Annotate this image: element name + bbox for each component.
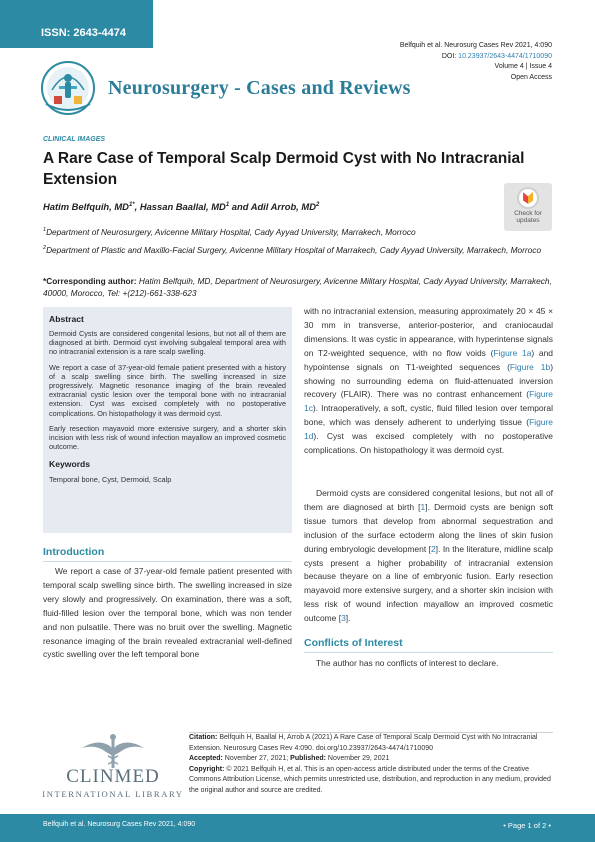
- case-continuation-paragraph: with no intracranial extension, measuring approximately 20 × 45 × 30 mm in transverse, anterior-posterior, and craniocaudal dimensions. It was cystic in appearance, with hyperintense signals on T2-weighted sequence, with no flow voids (Figure 1a) and hypointense signals on T1-weighted sequences (Figure 1b) showing no surrounding edema on fluid-attenuated inversion recovery (FLAIR). There was no contrast enhancement (Figure 1c). Intraoperatively, a soft, cystic, fluid filled lesion over temporal bone, which was densely adherent to underlying tissue (Figure 1d). Cyst was excised completely with no postoperative complications. On histopathology it was dermoid cyst.: [304, 306, 553, 456]
- citation-short: Belfquih et al. Neurosurg Cases Rev 2021, 4:090: [399, 42, 552, 49]
- corresponding-author: *Corresponding author: Hatim Belfquih, MD, Department of Neurosurgery, Avicenne Military Hospital, Cady Ayyad University, Marrakech, 40000, Morocco, Tel: +(212)-661-338-623: [43, 276, 552, 299]
- figure-1b-link[interactable]: Figure 1b: [509, 361, 551, 372]
- volume-issue: Volume 4 | Issue 4: [494, 63, 552, 71]
- figure-1a-link[interactable]: Figure 1a: [493, 347, 532, 358]
- issn-banner: [0, 0, 153, 48]
- figure-1d-link[interactable]: Figure 1d: [304, 417, 553, 442]
- journal-logo-icon: [40, 60, 96, 116]
- author-name: Hatim Belfquih, MD: [43, 201, 129, 212]
- footer-citation: Belfquih et al. Neurosurg Cases Rev 2021, 4:090: [43, 821, 196, 828]
- copyright-line: Copyright: © 2021 Belfquih H, et al. This is an open-access article distributed under the terms of the Creative Commons Attribution License, which permits unrestricted use, distribution, and reproduction in any medium, provided the original author and source are credited.: [189, 765, 551, 794]
- figure-1c-link[interactable]: Figure 1c: [304, 389, 553, 414]
- abstract-box: [43, 307, 292, 533]
- affiliation-item: $^1$Department of Neurosurgery, Avicenne Military Hospital, Cady Ayyad University, Marrakech, Morroco: [43, 226, 416, 237]
- abstract-paragraph: Early resection mayavoid more extensive surgery, and a shorter skin incision with less risk of wound infection mayallow an improved cosmetic outcome.: [49, 423, 286, 452]
- author-list: Hatim Belfquih, $MD^{1*}$, Hassan Baallal, $MD^1$ and Adil Arrob, $MD^2$: [43, 201, 320, 212]
- publisher-name: CLINMED: [66, 766, 160, 787]
- reference-3-link[interactable]: 3: [341, 613, 346, 624]
- abstract-heading: Abstract: [49, 314, 84, 324]
- abstract-paragraph: Dermoid Cysts are considered congenital lesions, but not all of them are diagnosed at birth. Dermoid cyst involving subgaleal temporal area with no intracranial extension is a rare scalp swelling.: [49, 329, 286, 357]
- citation-block: [189, 733, 553, 796]
- open-access-label: Open Access: [510, 73, 552, 81]
- abstract-paragraph: We report a case of 37-year-old female patient presented with a history of a scalp swelling since birth. The swelling increased in size progressively. Magnetic resonance imaging of the brain revealed extracranial cystic lesion over the temporal bone with no intracranial extension. Cyst was excised completely with no postoperative complications. On histopathology it was dermoid cyst.: [49, 362, 286, 418]
- doi-line: DOI: 10.23937/2643-4474/1710090: [441, 52, 552, 60]
- affiliation-item: $^2$Department of Plastic and Maxillo-Facial Surgery, Avicenne Military Hospital of Marrakech, Cady Ayyad University, Marrakech, Morroco: [43, 244, 542, 255]
- publisher-subtitle: INTERNATIONAL LIBRARY: [42, 789, 184, 799]
- discussion-paragraph: Dermoid cysts are considered congenital lesions, but not all of them are diagnosed at birth [1]. Dermoid cysts are benign soft tissue tumors that develop from abnormal sequestration and inclusion of the surface ectoderm along the lines of skin fusion during embryologic development [2]. In the literature, midline scalp cysts present a higher probability of intracranial extension because theyare on a line of embryonic fusion. Early resection mayavoid more extensive surgery, and a shorter skin incision with less risk of wound infection mayallow an improved cosmetic outcome [3].: [304, 488, 553, 624]
- reference-2-link[interactable]: 2: [430, 543, 436, 554]
- introduction-text: We report a case of 37-year-old female patient presented with temporal scalp swelling since birth. The swelling increased in size very slowly and progressively. On examination, there was a soft, fluid-filled lesion over the temporal bone, which was non tender and non pulsatile. There was no bruit over the swelling. Magnetic resonance imaging of the brain revealed extracranial well-defined cystic swelling over the left temporal bone: [43, 566, 292, 660]
- conflicts-heading: Conflicts of Interest: [304, 637, 553, 653]
- affiliations: [43, 224, 555, 260]
- article-title: A Rare Case of Temporal Scalp Dermoid Cyst with No Intracranial Extension: [43, 150, 525, 188]
- introduction-heading: Introduction: [43, 546, 292, 562]
- page-footer: [0, 814, 595, 842]
- journal-title: Neurosurgery - Cases and Reviews: [108, 77, 411, 99]
- conflicts-text: The author has no conflicts of interest to declare.: [316, 658, 499, 668]
- reference-1-link[interactable]: 1: [420, 501, 426, 512]
- section-label: CLINICAL IMAGES: [43, 136, 106, 143]
- check-for-updates-label: Check for updates: [514, 210, 542, 224]
- citation-line: Citation: Belfquih H, Baallal H, Arrob A (2021) A Rare Case of Temporal Scalp Dermoid Cyst with No Intracranial Extension. Neurosurg Cases Rev 4:090. doi.org/10.23937/2643-4474/1710090: [189, 734, 538, 752]
- doi-link[interactable]: 10.23937/2643-4474/1710090: [458, 52, 552, 60]
- author-name: Adil Arrob, MD: [250, 201, 316, 212]
- keywords-list: Temporal bone, Cyst, Dermoid, Scalp: [49, 475, 172, 485]
- keywords-heading: Keywords: [49, 459, 91, 470]
- dates-line: Accepted: November 27, 2021; Published: November 29, 2021: [189, 755, 390, 762]
- author-name: Hassan Baallal, MD: [139, 201, 226, 212]
- issn-label: ISSN: 2643-4474: [41, 27, 126, 39]
- check-for-updates-icon: [517, 187, 539, 209]
- page-number: • Page 1 of 2 •: [503, 821, 551, 830]
- article-meta: [400, 41, 552, 83]
